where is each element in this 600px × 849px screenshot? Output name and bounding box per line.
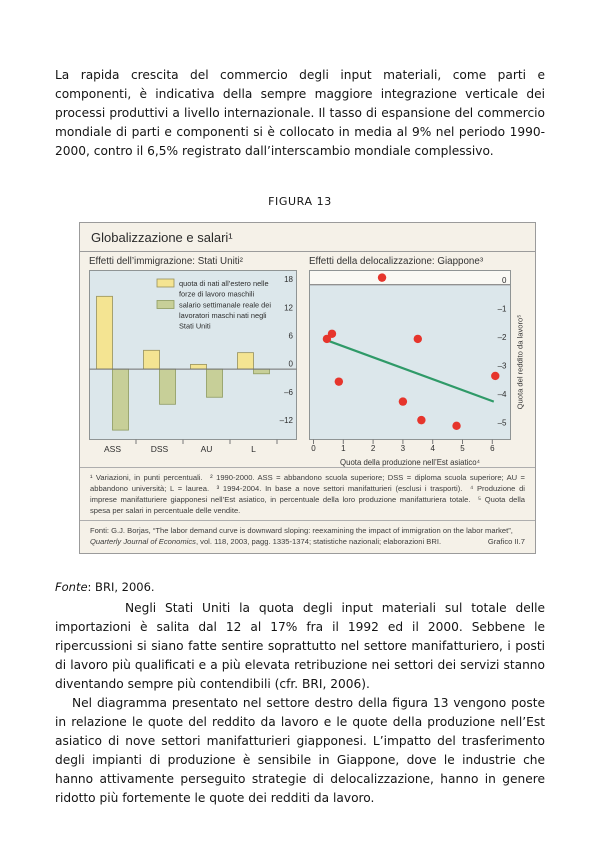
svg-text:5: 5 (460, 444, 465, 453)
figure-panels (80, 252, 535, 467)
svg-text:–1: –1 (497, 304, 507, 314)
lower-text-block (55, 599, 545, 808)
svg-text:12: 12 (284, 303, 293, 313)
chart-subtitle-left: Effetti dell’immigrazione: Stati Uniti² (89, 256, 243, 267)
svg-text:0: 0 (288, 359, 293, 369)
svg-text:–3: –3 (497, 361, 507, 371)
scatter-y-axis-title: Quota del reddito da lavoro⁵ (515, 314, 524, 410)
svg-text:1: 1 (341, 444, 346, 453)
svg-text:0: 0 (502, 275, 507, 285)
panel-immigration (89, 255, 297, 467)
fonte-caption: Fonte: BRI, 2006. (55, 579, 155, 594)
svg-text:–2: –2 (497, 332, 507, 342)
immigration-bar-chart (89, 270, 297, 458)
svg-text:forze di lavoro maschili: forze di lavoro maschili (179, 289, 255, 299)
grafico-number: Grafico II.7 (487, 537, 525, 546)
svg-text:ASS: ASS (103, 444, 122, 454)
svg-text:AU: AU (200, 444, 213, 454)
svg-text:quota di nati all’estero nelle: quota di nati all’estero nelle (179, 279, 269, 288)
figure-title: Globalizzazione e salari¹ (80, 223, 535, 252)
svg-text:–6: –6 (284, 387, 293, 397)
svg-text:Stati Uniti: Stati Uniti (179, 321, 211, 331)
paragraph-2: Negli Stati Uniti la quota degli input materiali sul totale delle importazioni è salita dal 12 al 17% fra il 1992 ed il 2000. Sebbene le ripercussioni si siano fatte sentire soprattutto nel settore manifatturiero, i posti di lavoro più qualificati e a più elevata retribuzione nei settori dei servizi stanno diventando sempre più contendibili (cfr. BRI, 2006). (55, 601, 545, 691)
svg-text:salario settimanale reale dei: salario settimanale reale dei (179, 300, 272, 310)
paragraph-3: Nel diagramma presentato nel settore destro della figura 13 vengono poste in relazione le quote del reddito da lavoro e le quote della produzione nell’Est asiatico di nove settori manifatturieri giapponesi. L’impatto del trasferimento degli impianti di produzione è sensibile in Giappone, dove le industrie che hanno attivamente perseguito strategie di delocalizzazione, hanno in genere ridotto più fortemente le quote dei redditi da lavoro. (55, 696, 545, 805)
source-text: Fonti: G.J. Borjas, “The labor demand curve is downward sloping: reexamining the impact of immigration on the labor market”, Quarterly Journal of Economics, vol. 118, 2003, pagg. 1335-1374; statistiche nazionali; elaborazioni BRI. (90, 526, 513, 546)
svg-text:DSS: DSS (150, 444, 169, 454)
scatter-x-axis-title: Quota della produzione nell’Est asiatico⁴ (340, 458, 480, 467)
panel-delocalization (309, 255, 535, 467)
figure-footnotes: ¹ Variazioni, in punti percentuali. ² 1990-2000. ASS = abbandono scuola superiore; DSS = diploma scuola superiore; AU = abbandono università; L = laurea. ³ 1994-2004. In base a nove settori manifatturieri (esclusi i trasporti). ⁴ Produzione di imprese manifatturiere giapponesi nell’Est asiatico, in percentuale della loro produzione manifatturiera totale. ⁵ Quota della spesa per salari in percentuale delle vendite. (80, 467, 535, 520)
svg-text:–5: –5 (497, 418, 507, 428)
svg-text:4: 4 (430, 444, 435, 453)
svg-text:0: 0 (311, 444, 316, 453)
svg-text:–4: –4 (497, 389, 507, 399)
svg-text:18: 18 (284, 275, 293, 285)
figure-source (80, 520, 535, 553)
delocalization-scatter-chart (309, 270, 511, 454)
svg-text:2: 2 (370, 444, 376, 453)
figure-box (79, 222, 536, 554)
paragraph-1: La rapida crescita del commercio degli input materiali, come parti e componenti, è indicativa della sempre maggiore integrazione verticale dei processi produttivi a livello internazionale. Il tasso di espansione del commercio mondiale di parti e componenti si è collocato in media al 9% nel periodo 1990-2000, contro il 6,5% registrato dall’interscambio mondiale complessivo. (55, 68, 545, 158)
svg-text:L: L (251, 444, 256, 454)
svg-text:6: 6 (490, 444, 495, 453)
chart-subtitle-right: Effetti della delocalizzazione: Giappone³ (309, 256, 484, 267)
svg-text:lavoratori maschi nati negli: lavoratori maschi nati negli (179, 311, 267, 320)
svg-text:6: 6 (288, 331, 293, 341)
svg-text:3: 3 (400, 444, 406, 453)
svg-text:–12: –12 (279, 415, 293, 425)
figure-label: FIGURA 13 (268, 195, 332, 208)
